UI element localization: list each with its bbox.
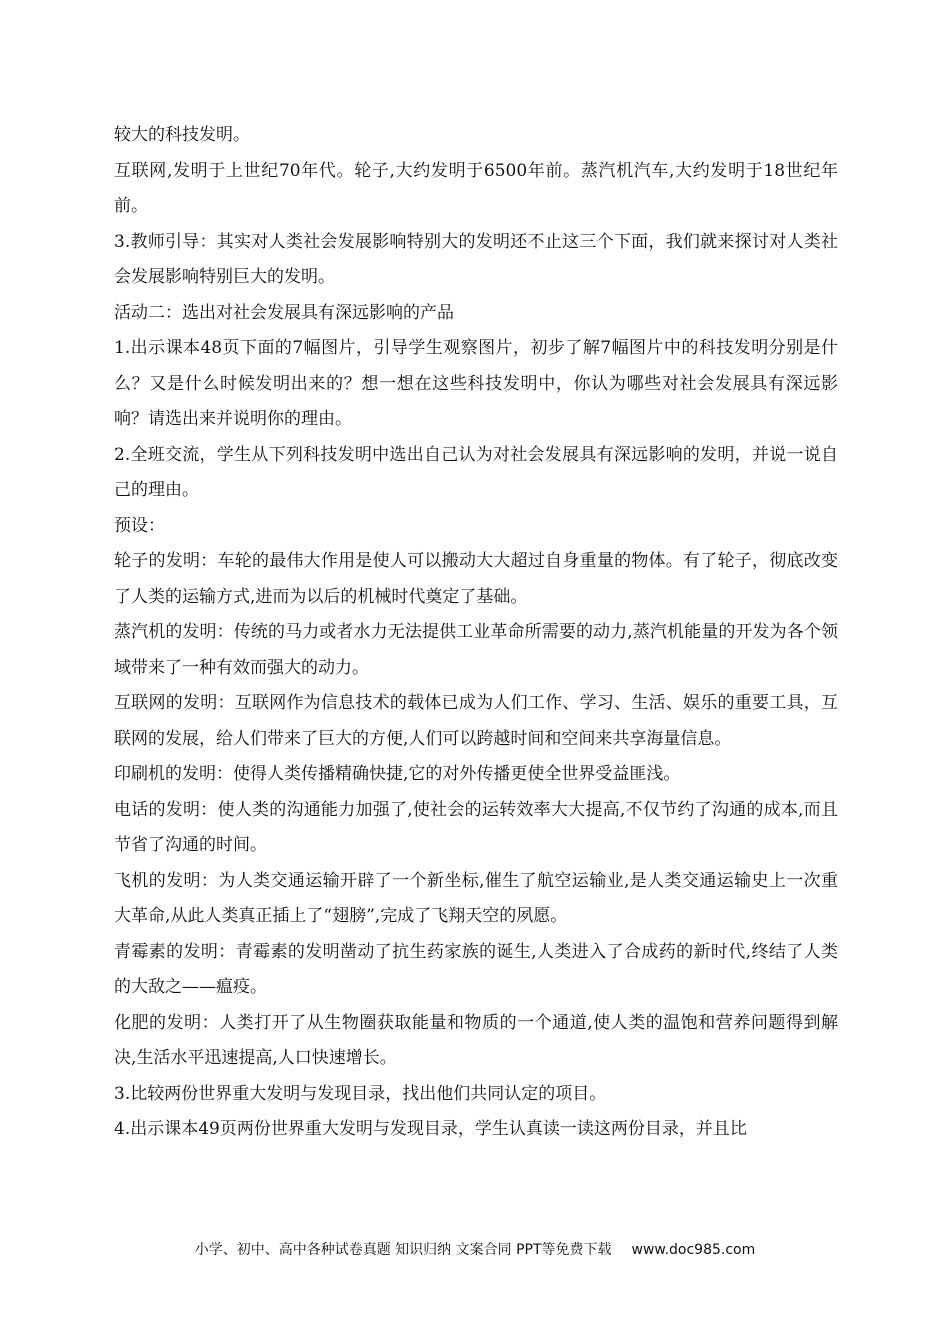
document-body xyxy=(114,118,838,1148)
paragraph: 2.全班交流，学生从下列科技发明中选出自己认为对社会发展具有深远影响的发明，并说一说自己的理由。 xyxy=(114,444,838,500)
paragraph: 青霉素的发明：青霉素的发明凿动了抗生药家族的诞生,人类进入了合成药的新时代,终结了人类的大敌之——瘟疫。 xyxy=(114,941,838,997)
paragraph: 预设： xyxy=(114,515,165,536)
paragraph: 互联网的发明：互联网作为信息技术的载体已成为人们工作、学习、生活、娱乐的重要工具，互联网的发展，给人们带来了巨大的方便,人们可以跨越时间和空间来共享海量信息。 xyxy=(114,693,838,749)
paragraph: 印刷机的发明：使得人类传播精确快捷,它的对外传播更使全世界受益匪浅。 xyxy=(114,764,681,784)
paragraph: 较大的科技发明。 xyxy=(114,125,250,145)
paragraph: 3.比较两份世界重大发明与发现目录，找出他们共同认定的项目。 xyxy=(114,1083,607,1104)
paragraph: 电话的发明：使人类的沟通能力加强了,使社会的运转效率大大提高,不仅节约了沟通的成本,而且节省了沟通的时间。 xyxy=(114,799,838,855)
page-footer xyxy=(0,1240,950,1260)
section-heading: 活动二：选出对社会发展具有深远影响的产品 xyxy=(114,302,454,323)
paragraph: 互联网,发明于上世纪70年代。轮子,大约发明于6500年前。蒸汽机汽车,大约发明于18世纪年前。 xyxy=(114,160,838,216)
paragraph: 蒸汽机的发明：传统的马力或者水力无法提供工业革命所需要的动力,蒸汽机能量的开发为各个领域带来了一种有效而强大的动力。 xyxy=(114,622,838,678)
paragraph: 飞机的发明：为人类交通运输开辟了一个新坐标,催生了航空运输业,是人类交通运输史上一次重大革命,从此人类真正插上了“翅膀”,完成了飞翔天空的夙愿。 xyxy=(114,870,838,926)
footer-url: www.doc985.com xyxy=(631,1242,756,1258)
paragraph: 轮子的发明：车轮的最伟大作用是使人可以搬动大大超过自身重量的物体。有了轮子，彻底改变了人类的运输方式,进而为以后的机械时代奠定了基础。 xyxy=(114,551,838,607)
paragraph: 化肥的发明：人类打开了从生物圈获取能量和物质的一个通道,使人类的温饱和营养问题得到解决,生活水平迅速提高,人口快速增长。 xyxy=(114,1012,838,1068)
footer-text: 小学、初中、高中各种试卷真题 知识归纳 文案合同 PPT等免费下载 xyxy=(194,1242,612,1258)
paragraph: 1.出示课本48页下面的7幅图片，引导学生观察图片，初步了解7幅图片中的科技发明分别是什么？又是什么时候发明出来的？想一想在这些科技发明中，你认为哪些对社会发展具有深远影响？请选出来并说明你的理由。 xyxy=(114,338,838,429)
paragraph: 3.教师引导：其实对人类社会发展影响特别大的发明还不止这三个下面，我们就来探讨对人类社会发展影响特别巨大的发明。 xyxy=(114,231,838,287)
paragraph: 4.出示课本49页两份世界重大发明与发现目录，学生认真读一读这两份目录，并且比 xyxy=(114,1119,747,1139)
